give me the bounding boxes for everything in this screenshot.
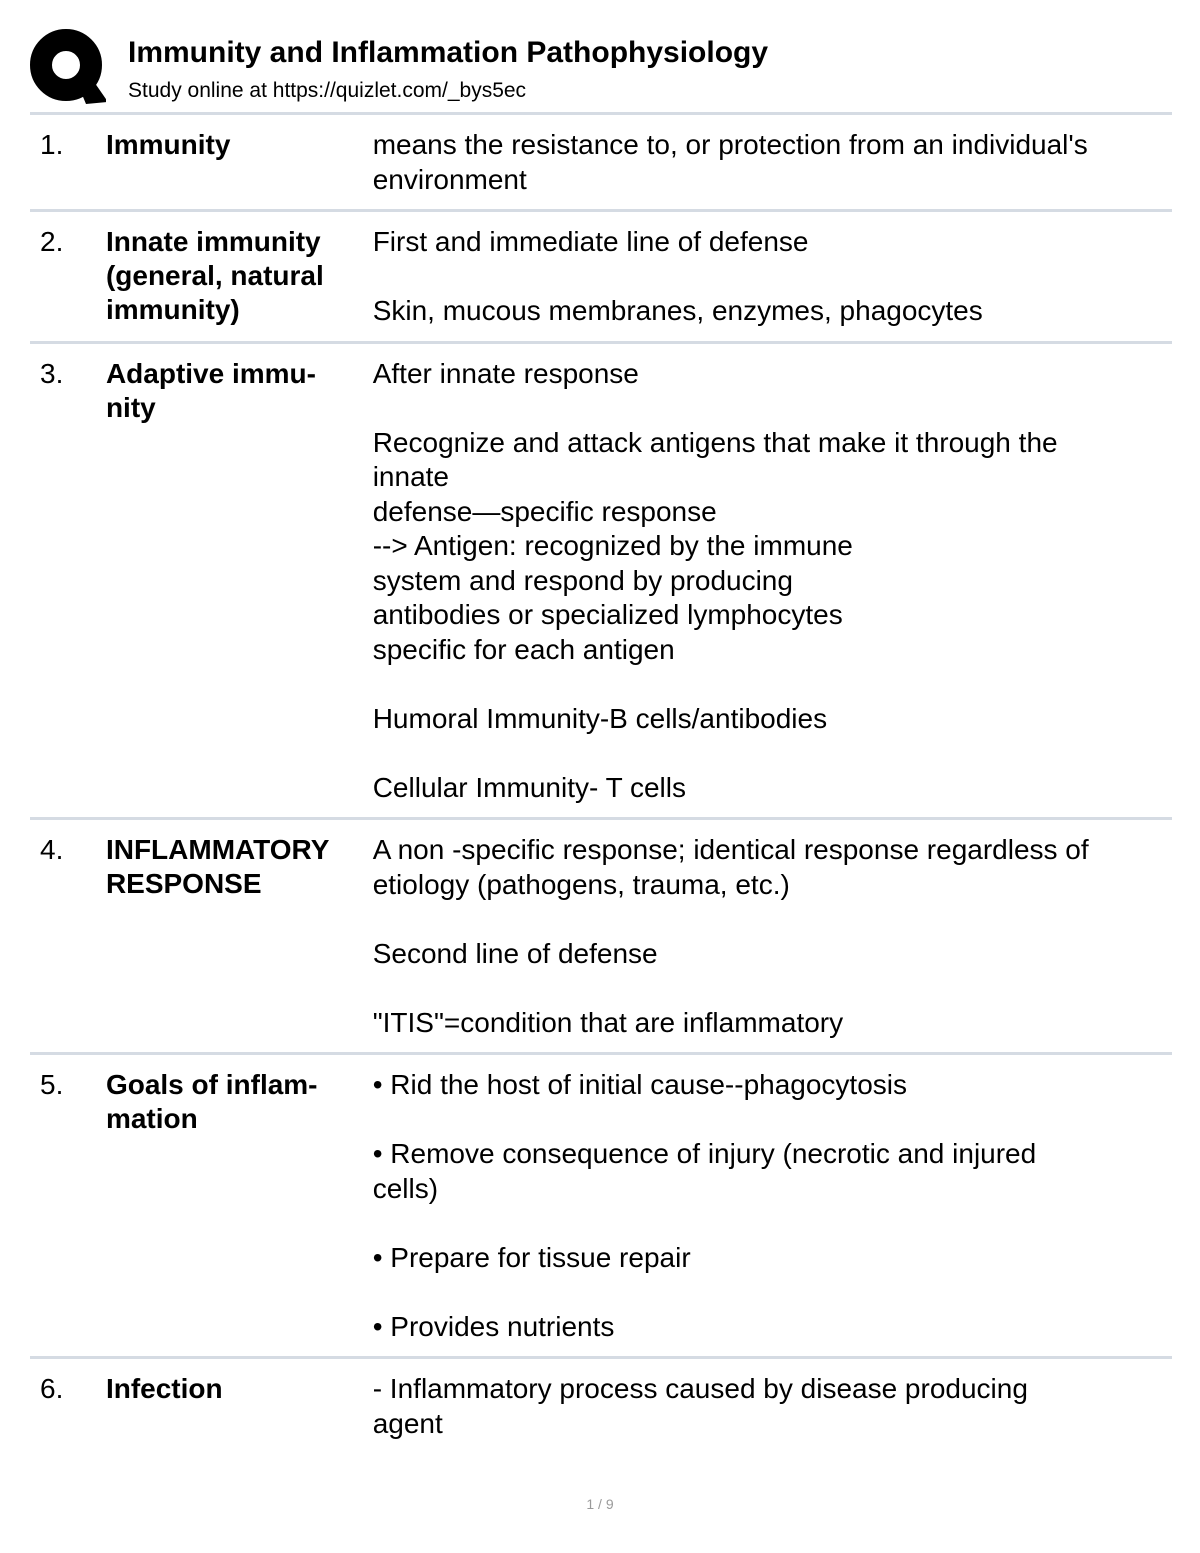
definition-line: Skin, mucous membranes, enzymes, phagocytes [372, 295, 983, 326]
definition-line: - Inflammatory process caused by disease producing [372, 1373, 1028, 1404]
quizlet-logo-icon [30, 28, 106, 104]
card-number: 3. [40, 357, 64, 389]
definition-line: Recognize and attack antigens that make it through the [372, 426, 1058, 458]
flashcard-list [30, 112, 1172, 1453]
definition-line: First and immediate line of defense [372, 226, 809, 257]
card-number: 1. [40, 129, 64, 160]
definition-line: agent [372, 1407, 443, 1439]
definition-line [373, 391, 1172, 426]
definition-line: • Prepare for tissue repair [372, 1241, 691, 1273]
card-definition [373, 1372, 1172, 1441]
card-number: 5. [40, 1069, 64, 1100]
term-line: INFLAMMATORY [105, 834, 330, 865]
term-line: Innate immunity [105, 226, 321, 257]
card-term [106, 128, 373, 197]
definition-line [373, 902, 1172, 937]
definition-line: specific for each antigen [372, 633, 675, 665]
flashcard-row [30, 112, 1172, 209]
card-definition [373, 1068, 1172, 1344]
term-line: nity [105, 391, 156, 423]
term-line: mation [105, 1103, 198, 1134]
definition-line: defense—specific response [372, 495, 717, 527]
term-line: (general, natural [105, 260, 324, 291]
card-definition [373, 225, 1172, 329]
definition-line: A non -specific response; identical response regardless of [372, 834, 1089, 865]
definition-line [373, 1206, 1172, 1241]
flashcard-row [30, 1052, 1172, 1356]
document-title: Immunity and Inflammation Pathophysiology [128, 36, 769, 69]
term-line: Adaptive immu- [105, 357, 316, 389]
term-line: Infection [105, 1373, 223, 1404]
card-term [106, 1068, 373, 1344]
card-term [106, 357, 373, 806]
flashcard-row [30, 1356, 1172, 1453]
study-online-link-text: Study online at https://quizlet.com/_bys5ec [128, 79, 527, 102]
page-indicator: 1 / 9 [586, 1496, 614, 1512]
definition-line: • Rid the host of initial cause--phagocytosis [372, 1069, 907, 1100]
card-definition [373, 128, 1172, 197]
term-line: Goals of inflam- [105, 1069, 318, 1100]
definition-line: Cellular Immunity- T cells [372, 771, 686, 803]
card-number: 6. [40, 1373, 64, 1404]
definition-line [373, 1103, 1172, 1138]
definition-line: system and respond by producing [372, 564, 793, 596]
term-line: immunity) [105, 294, 240, 325]
definition-line: Humoral Immunity-B cells/antibodies [372, 702, 828, 734]
term-line: Immunity [105, 129, 231, 160]
definition-line: • Remove consequence of injury (necrotic and injured [372, 1138, 1037, 1169]
document-header [30, 28, 1172, 108]
definition-line: environment [372, 163, 527, 195]
definition-line [373, 971, 1172, 1006]
definition-line [373, 667, 1172, 702]
flashcard-row [30, 341, 1172, 818]
flashcard-row [30, 817, 1172, 1052]
definition-line: innate [372, 461, 449, 492]
definition-line [373, 736, 1172, 771]
card-definition [373, 833, 1172, 1040]
definition-line: means the resistance to, or protection from an individual's [372, 129, 1088, 160]
definition-line: --> Antigen: recognized by the immune [372, 530, 853, 561]
definition-line [373, 260, 1172, 295]
card-term [106, 1372, 373, 1441]
definition-line: After innate response [372, 357, 639, 389]
card-number: 2. [40, 226, 64, 257]
definition-line: Second line of defense [372, 937, 658, 969]
card-term [106, 833, 373, 1040]
term-line: RESPONSE [105, 868, 262, 899]
card-term [106, 225, 373, 329]
definition-line: "ITIS"=condition that are inflammatory [372, 1006, 844, 1038]
card-definition [373, 357, 1172, 806]
definition-line: cells) [372, 1172, 439, 1204]
definition-line: antibodies or specialized lymphocytes [372, 599, 843, 630]
definition-line [373, 1275, 1172, 1310]
definition-line: etiology (pathogens, trauma, etc.) [372, 868, 790, 900]
card-number: 4. [40, 834, 64, 865]
flashcard-row [30, 209, 1172, 341]
definition-line: • Provides nutrients [372, 1310, 615, 1342]
